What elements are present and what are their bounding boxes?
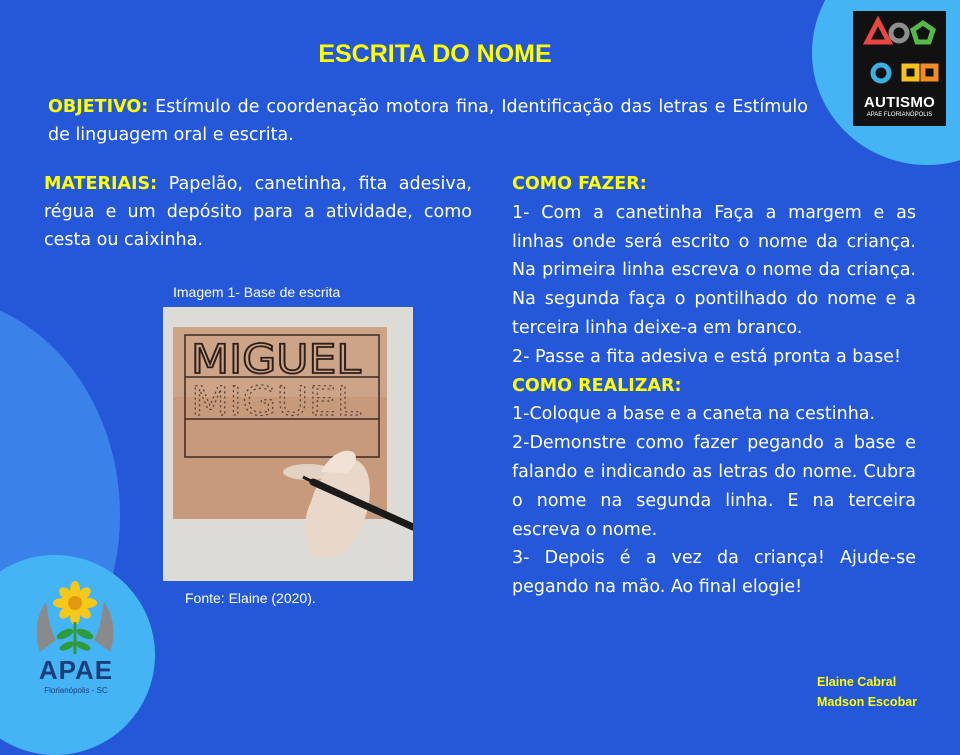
materiais-text: Papelão, canetinha, fita adesiva, régua e um depósito para a atividade, como cesta ou caixinha. <box>44 174 472 250</box>
writing-base-photo <box>163 307 413 581</box>
autismo-title: AUTISMO <box>863 94 936 111</box>
apae-title: APAE <box>38 655 114 685</box>
como-fazer-heading: COMO FAZER: <box>512 174 647 194</box>
image-source: Fonte: Elaine (2020). <box>185 590 316 606</box>
materiais-label: MATERIAIS: <box>44 174 158 194</box>
written-name-dotted: MIGUEL <box>191 379 362 425</box>
materiais-paragraph <box>44 170 472 254</box>
autismo-subtitle: APAE FLORIANÓPOLIS <box>866 112 933 118</box>
como-fazer-step: 1- Com a canetinha Faça a margem e as linhas onde será escrito o nome da criança. Na primeira linha escreva o nome da criança. Na segunda faça o pontilhado do nome e a terceira linha deixe-a em branco. <box>512 202 916 338</box>
como-realizar-step: 1-Coloque a base e a caneta na cestinha. <box>512 404 876 425</box>
instructions-column <box>512 170 916 602</box>
objetivo-text: Estímulo de coordenação motora fina, Identificação das letras e Estímulo de linguagem oral e escrita. <box>48 97 808 145</box>
como-fazer-step: 2- Passe a fita adesiva e está pronta a base! <box>512 346 901 367</box>
autismo-logo <box>853 11 946 126</box>
como-realizar-step: 3- Depois é a vez da criança! Ajude-se pegando na mão. Ao final elogie! <box>512 548 916 598</box>
image-caption: Imagem 1- Base de escrita <box>173 284 341 300</box>
como-realizar-step: 2-Demonstre como fazer pegando a base e falando e indicando as letras do nome. Cubra o nome na segunda linha. E na terceira escreva o nome. <box>512 433 916 540</box>
credits <box>817 672 917 712</box>
sunflower-hands-icon <box>18 580 133 660</box>
apae-subtitle: Florianópolis - SC <box>44 686 108 695</box>
como-realizar-heading: COMO REALIZAR: <box>512 375 682 396</box>
written-name-solid: MIGUEL <box>191 337 362 383</box>
objetivo-label: OBJETIVO: <box>48 97 149 117</box>
credit-name: Madson Escobar <box>817 695 918 709</box>
credit-name: Elaine Cabral <box>817 675 897 689</box>
page-title: ESCRITA DO NOME <box>318 40 552 68</box>
objetivo-paragraph <box>48 93 808 149</box>
